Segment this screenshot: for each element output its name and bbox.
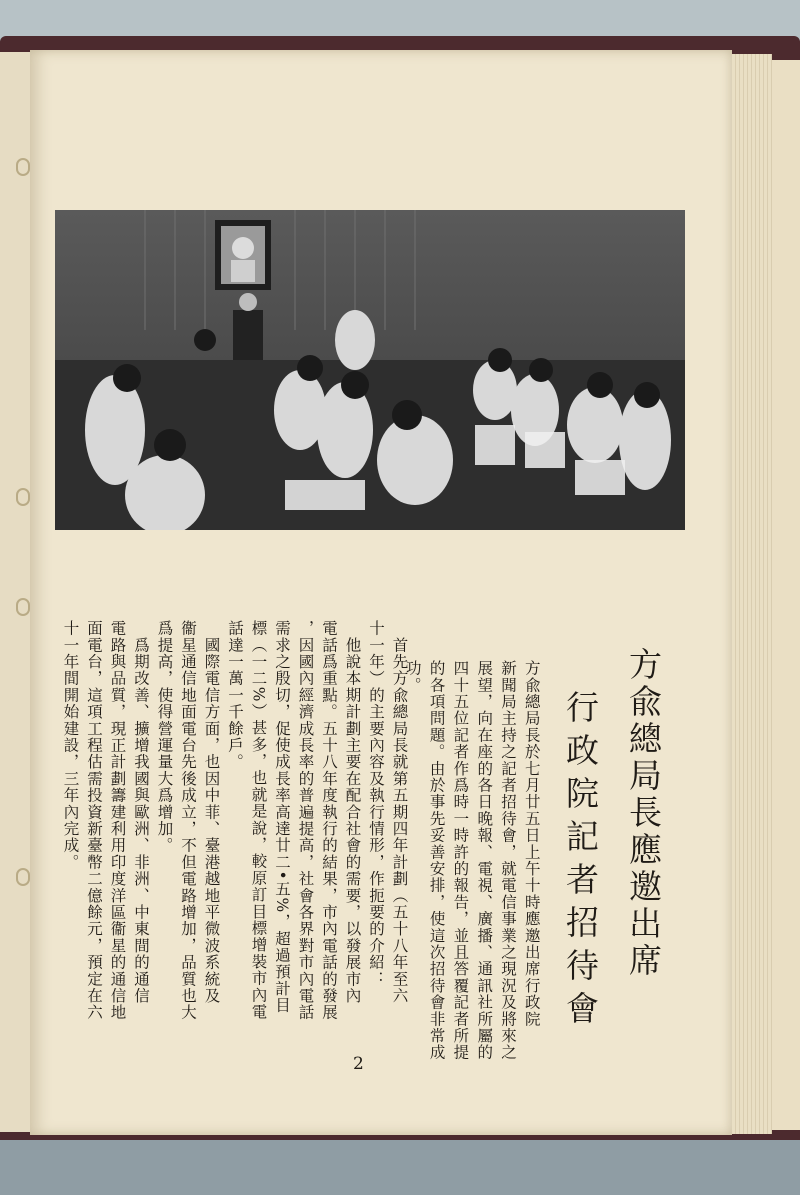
- page-stack: [732, 54, 772, 1134]
- article-body-intro: 方兪總局長於七月廿五日上午十時應邀出席行政院 新聞局主持之記者招待會，就電信事業之現況及將來之 展望，向在座的各日晚報、電視、廣播、通訊社所屬的 四十五位記者作爲時一時許的報告，並且答覆記者所提 的各項問題。由於事先妥善安排，使這次招待會非常成 功。: [403, 660, 541, 1061]
- binding-hole: [16, 158, 30, 176]
- page-stack-outer: [772, 60, 800, 1130]
- binding-hole: [16, 598, 30, 616]
- article-title-line-1: 方兪總局長應邀出席: [624, 647, 663, 980]
- binding-hole: [16, 488, 30, 506]
- article-title-line-2: 行政院記者招待會: [561, 690, 600, 1034]
- press-conference-photo: [55, 210, 685, 530]
- page-number: 2: [353, 1054, 364, 1074]
- binding-hole: [16, 868, 30, 886]
- article-body-main: 首先方兪總局長就第五期四年計劃（五十八年至六 十一年）的主要內容及執行情形，作扼要的介紹： 他說本期計劃主要在配合社會的需要，以發展市內 電話爲重點。五十八年度執行的結果，市內電話的發展 ，因國內經濟成長率的普遍提高，社會各界對市內電話 需求之殷切，促使成長率高達廿二•五%，超過預計目 標（一二%）甚多，也就是說，較原訂目標增裝市內電 話達一萬一千餘戶。 國際電信方面，也因中菲、臺港越地平微波系統及 衞星通信地面電台先後成立，不但電路增加，品質也大 爲提高，使得營運量大爲增加。 爲期改善、擴增我國與歐洲、非洲、中東間的通信 電路與品質，現正計劃籌建利用印度洋區衞星的通信地 面電台，這項工程估需投資新臺幣二億餘元，預定在六 十一年間開始建設，三年內完成。: [61, 620, 409, 1021]
- left-page-edge: [0, 52, 32, 1132]
- scan-background-bottom: [0, 1140, 800, 1195]
